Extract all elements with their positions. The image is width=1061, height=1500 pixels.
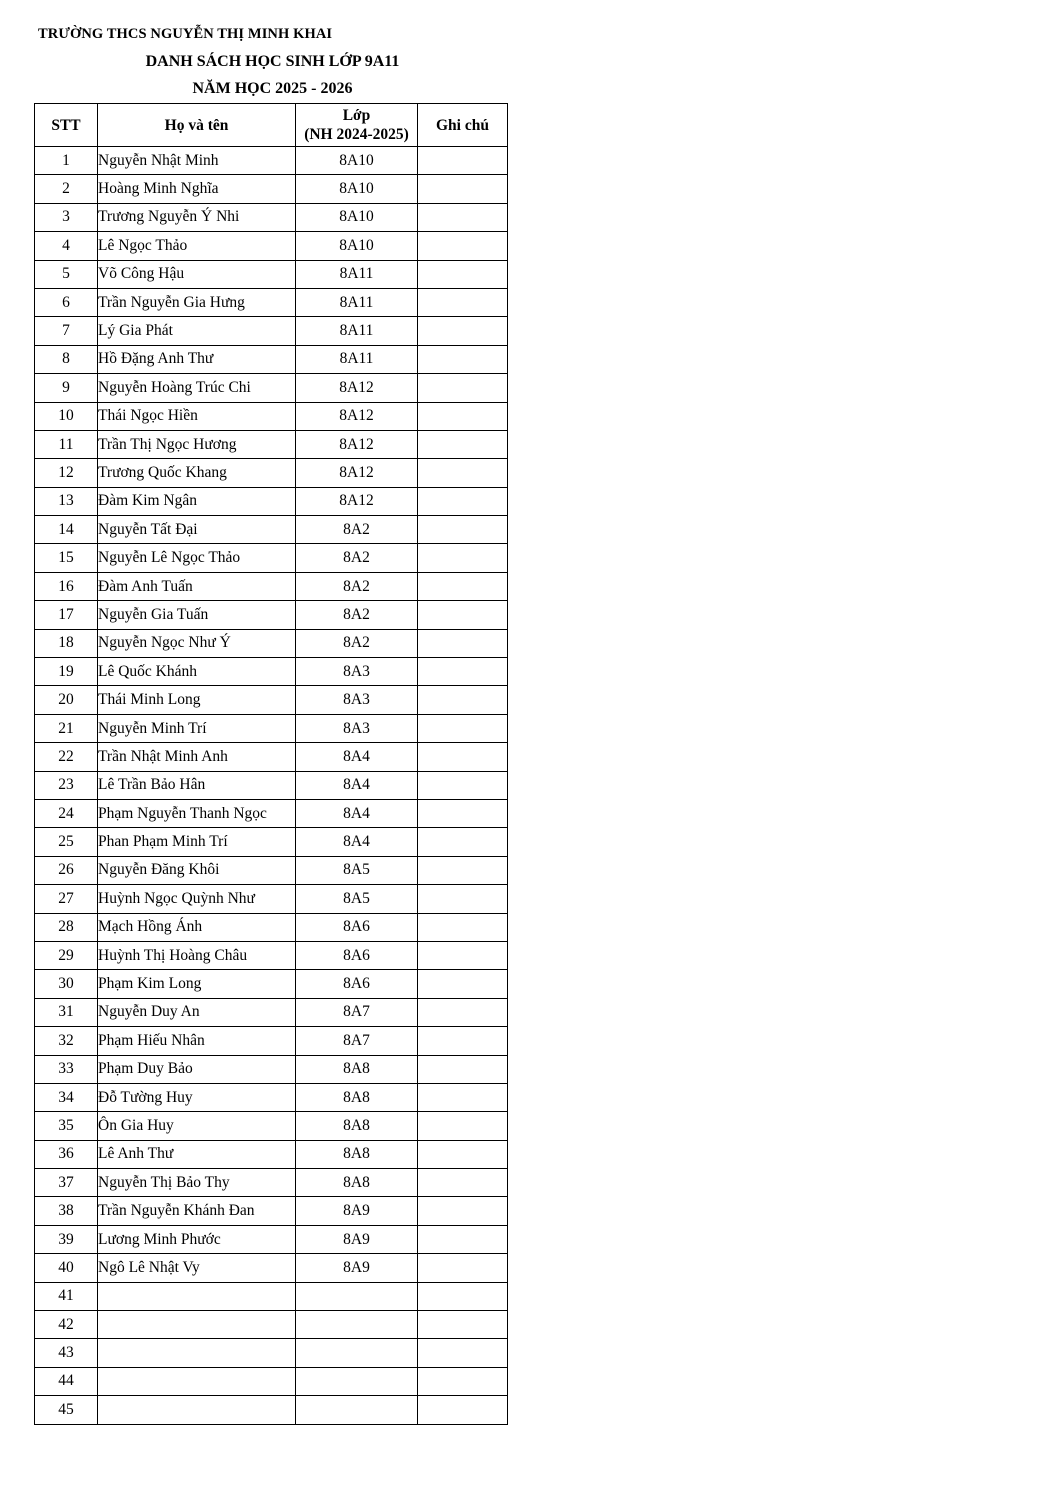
cell-stt: 21 [35,714,98,742]
table-row [35,913,508,941]
cell-note [418,658,508,686]
cell-name: Nguyễn Gia Tuấn [98,601,296,629]
cell-name: Lê Quốc Khánh [98,658,296,686]
cell-note [418,430,508,458]
header-note: Ghi chú [418,104,508,147]
cell-stt: 23 [35,771,98,799]
cell-note [418,743,508,771]
cell-name: Phạm Hiếu Nhân [98,1027,296,1055]
cell-stt: 29 [35,941,98,969]
cell-stt: 8 [35,345,98,373]
cell-note [418,828,508,856]
table-row [35,998,508,1026]
cell-name: Nguyễn Duy An [98,998,296,1026]
cell-stt: 45 [35,1396,98,1424]
table-row [35,1055,508,1083]
cell-name: Nguyễn Tất Đại [98,516,296,544]
table-row [35,828,508,856]
document-title: DANH SÁCH HỌC SINH LỚP 9A11 [145,53,400,70]
cell-name: Nguyễn Minh Trí [98,714,296,742]
cell-class [296,1311,418,1339]
cell-class: 8A2 [296,601,418,629]
cell-note [418,402,508,430]
cell-stt: 39 [35,1225,98,1253]
cell-note [418,288,508,316]
cell-stt: 38 [35,1197,98,1225]
table-row [35,658,508,686]
cell-note [418,487,508,515]
cell-class: 8A7 [296,998,418,1026]
cell-note [418,771,508,799]
table-row [35,1254,508,1282]
cell-name: Nguyễn Lê Ngọc Thảo [98,544,296,572]
cell-name: Lê Trần Bảo Hân [98,771,296,799]
cell-class: 8A3 [296,686,418,714]
cell-class: 8A6 [296,970,418,998]
table-row [35,771,508,799]
cell-stt: 19 [35,658,98,686]
cell-name: Nguyễn Đăng Khôi [98,856,296,884]
table-row [35,402,508,430]
cell-class: 8A8 [296,1140,418,1168]
cell-name: Thái Minh Long [98,686,296,714]
cell-name [98,1282,296,1310]
cell-note [418,629,508,657]
cell-stt: 4 [35,232,98,260]
cell-stt: 44 [35,1367,98,1395]
table-row [35,970,508,998]
cell-name: Trần Nguyễn Gia Hưng [98,288,296,316]
cell-class: 8A9 [296,1197,418,1225]
cell-note [418,260,508,288]
cell-stt: 22 [35,743,98,771]
table-row [35,260,508,288]
cell-note [418,885,508,913]
cell-stt: 6 [35,288,98,316]
cell-note [418,232,508,260]
cell-stt: 40 [35,1254,98,1282]
cell-stt: 7 [35,317,98,345]
cell-name: Lý Gia Phát [98,317,296,345]
table-row [35,345,508,373]
table-row [35,743,508,771]
table-row [35,175,508,203]
cell-note [418,799,508,827]
table-row [35,232,508,260]
cell-name: Thái Ngọc Hiền [98,402,296,430]
cell-name: Hồ Đặng Anh Thư [98,345,296,373]
table-row [35,1027,508,1055]
cell-stt: 5 [35,260,98,288]
cell-class: 8A8 [296,1083,418,1111]
cell-name: Ngô Lê Nhật Vy [98,1254,296,1282]
cell-class: 8A12 [296,487,418,515]
cell-stt: 28 [35,913,98,941]
cell-name [98,1367,296,1395]
cell-stt: 16 [35,572,98,600]
table-row [35,1225,508,1253]
cell-name: Trương Quốc Khang [98,459,296,487]
table-row [35,288,508,316]
cell-class: 8A5 [296,856,418,884]
table-row [35,714,508,742]
school-name: TRƯỜNG THCS NGUYỄN THỊ MINH KHAI [38,26,333,42]
table-row [35,516,508,544]
cell-stt: 3 [35,203,98,231]
cell-stt: 43 [35,1339,98,1367]
cell-class: 8A4 [296,799,418,827]
table-row [35,1197,508,1225]
cell-name: Lê Ngọc Thảo [98,232,296,260]
cell-class: 8A11 [296,345,418,373]
cell-stt: 26 [35,856,98,884]
cell-note [418,1225,508,1253]
cell-class [296,1339,418,1367]
cell-note [418,1083,508,1111]
table-row [35,1140,508,1168]
table-row [35,1367,508,1395]
table-row [35,147,508,175]
cell-stt: 2 [35,175,98,203]
cell-stt: 1 [35,147,98,175]
cell-name: Mạch Hồng Ánh [98,913,296,941]
cell-name [98,1339,296,1367]
student-list-table [34,103,508,1425]
cell-name: Nguyễn Hoàng Trúc Chi [98,374,296,402]
cell-note [418,856,508,884]
header-stt: STT [35,104,98,147]
cell-note [418,459,508,487]
cell-stt: 34 [35,1083,98,1111]
cell-name: Phạm Duy Bảo [98,1055,296,1083]
cell-class: 8A2 [296,544,418,572]
table-row [35,1112,508,1140]
cell-class: 8A2 [296,629,418,657]
table-row [35,885,508,913]
cell-name: Nguyễn Ngọc Như Ý [98,629,296,657]
cell-name: Trần Thị Ngọc Hương [98,430,296,458]
table-row [35,544,508,572]
cell-stt: 20 [35,686,98,714]
table-row [35,799,508,827]
cell-name: Nguyễn Thị Bảo Thy [98,1169,296,1197]
table-row [35,487,508,515]
table-row [35,1083,508,1111]
cell-note [418,1169,508,1197]
table-row [35,1339,508,1367]
cell-name: Huỳnh Thị Hoàng Châu [98,941,296,969]
table-row [35,856,508,884]
cell-note [418,686,508,714]
cell-name: Lê Anh Thư [98,1140,296,1168]
cell-class: 8A8 [296,1169,418,1197]
cell-stt: 33 [35,1055,98,1083]
table-row [35,941,508,969]
cell-class: 8A9 [296,1225,418,1253]
cell-note [418,345,508,373]
cell-class: 8A3 [296,658,418,686]
cell-class: 8A4 [296,771,418,799]
table-row [35,601,508,629]
cell-stt: 24 [35,799,98,827]
cell-stt: 37 [35,1169,98,1197]
cell-class [296,1367,418,1395]
cell-stt: 25 [35,828,98,856]
cell-name: Lương Minh Phước [98,1225,296,1253]
cell-name [98,1311,296,1339]
cell-note [418,1140,508,1168]
cell-class: 8A2 [296,516,418,544]
cell-stt: 31 [35,998,98,1026]
cell-class: 8A6 [296,913,418,941]
cell-note [418,374,508,402]
cell-class: 8A8 [296,1112,418,1140]
cell-class: 8A2 [296,572,418,600]
cell-name: Trần Nguyễn Khánh Đan [98,1197,296,1225]
cell-class: 8A5 [296,885,418,913]
cell-note [418,941,508,969]
table-row [35,1311,508,1339]
cell-stt: 14 [35,516,98,544]
cell-class: 8A11 [296,288,418,316]
cell-name: Đàm Anh Tuấn [98,572,296,600]
cell-class: 8A10 [296,232,418,260]
cell-class: 8A10 [296,203,418,231]
cell-note [418,1197,508,1225]
cell-name: Đàm Kim Ngân [98,487,296,515]
table-row [35,572,508,600]
cell-class: 8A9 [296,1254,418,1282]
cell-class: 8A10 [296,147,418,175]
cell-stt: 17 [35,601,98,629]
cell-note [418,175,508,203]
header-class [296,104,418,147]
cell-note [418,714,508,742]
cell-name [98,1396,296,1424]
table-row [35,1282,508,1310]
cell-stt: 9 [35,374,98,402]
cell-note [418,1367,508,1395]
cell-stt: 35 [35,1112,98,1140]
cell-class [296,1282,418,1310]
cell-note [418,601,508,629]
cell-class: 8A7 [296,1027,418,1055]
table-row [35,430,508,458]
header-class-label: Lớp [342,107,371,124]
cell-note [418,1339,508,1367]
cell-note [418,1055,508,1083]
cell-name: Ôn Gia Huy [98,1112,296,1140]
cell-stt: 12 [35,459,98,487]
cell-stt: 18 [35,629,98,657]
cell-note [418,1396,508,1424]
cell-class: 8A4 [296,743,418,771]
cell-stt: 13 [35,487,98,515]
cell-stt: 41 [35,1282,98,1310]
cell-name: Hoàng Minh Nghĩa [98,175,296,203]
cell-class: 8A8 [296,1055,418,1083]
cell-name: Võ Công Hậu [98,260,296,288]
cell-name: Trương Nguyễn Ý Nhi [98,203,296,231]
cell-name: Trần Nhật Minh Anh [98,743,296,771]
cell-name: Phạm Nguyễn Thanh Ngọc [98,799,296,827]
cell-note [418,516,508,544]
table-row [35,317,508,345]
cell-stt: 15 [35,544,98,572]
cell-class: 8A12 [296,402,418,430]
cell-name: Huỳnh Ngọc Quỳnh Như [98,885,296,913]
cell-class: 8A11 [296,260,418,288]
cell-stt: 42 [35,1311,98,1339]
cell-note [418,572,508,600]
table-row [35,1169,508,1197]
cell-class: 8A11 [296,317,418,345]
table-row [35,686,508,714]
cell-name: Nguyễn Nhật Minh [98,147,296,175]
cell-note [418,913,508,941]
cell-note [418,203,508,231]
table-body [35,147,508,1425]
header-class-year: (NH 2024-2025) [304,126,409,143]
cell-note [418,1254,508,1282]
school-year: NĂM HỌC 2025 - 2026 [192,80,353,97]
cell-class: 8A4 [296,828,418,856]
cell-class: 8A3 [296,714,418,742]
cell-note [418,970,508,998]
cell-name: Phan Phạm Minh Trí [98,828,296,856]
cell-class: 8A12 [296,374,418,402]
header-name: Họ và tên [98,104,296,147]
table-row [35,374,508,402]
table-row [35,629,508,657]
cell-class [296,1396,418,1424]
table-row [35,203,508,231]
cell-note [418,1112,508,1140]
cell-class: 8A12 [296,459,418,487]
cell-class: 8A6 [296,941,418,969]
cell-stt: 10 [35,402,98,430]
cell-name: Đỗ Tường Huy [98,1083,296,1111]
cell-class: 8A10 [296,175,418,203]
cell-stt: 32 [35,1027,98,1055]
table-row [35,1396,508,1424]
cell-note [418,147,508,175]
table-header-row [35,104,508,147]
cell-note [418,317,508,345]
cell-stt: 36 [35,1140,98,1168]
cell-name: Phạm Kim Long [98,970,296,998]
cell-note [418,998,508,1026]
table-row [35,459,508,487]
cell-note [418,1027,508,1055]
cell-note [418,1282,508,1310]
cell-stt: 11 [35,430,98,458]
cell-note [418,1311,508,1339]
cell-note [418,544,508,572]
cell-stt: 27 [35,885,98,913]
cell-stt: 30 [35,970,98,998]
cell-class: 8A12 [296,430,418,458]
